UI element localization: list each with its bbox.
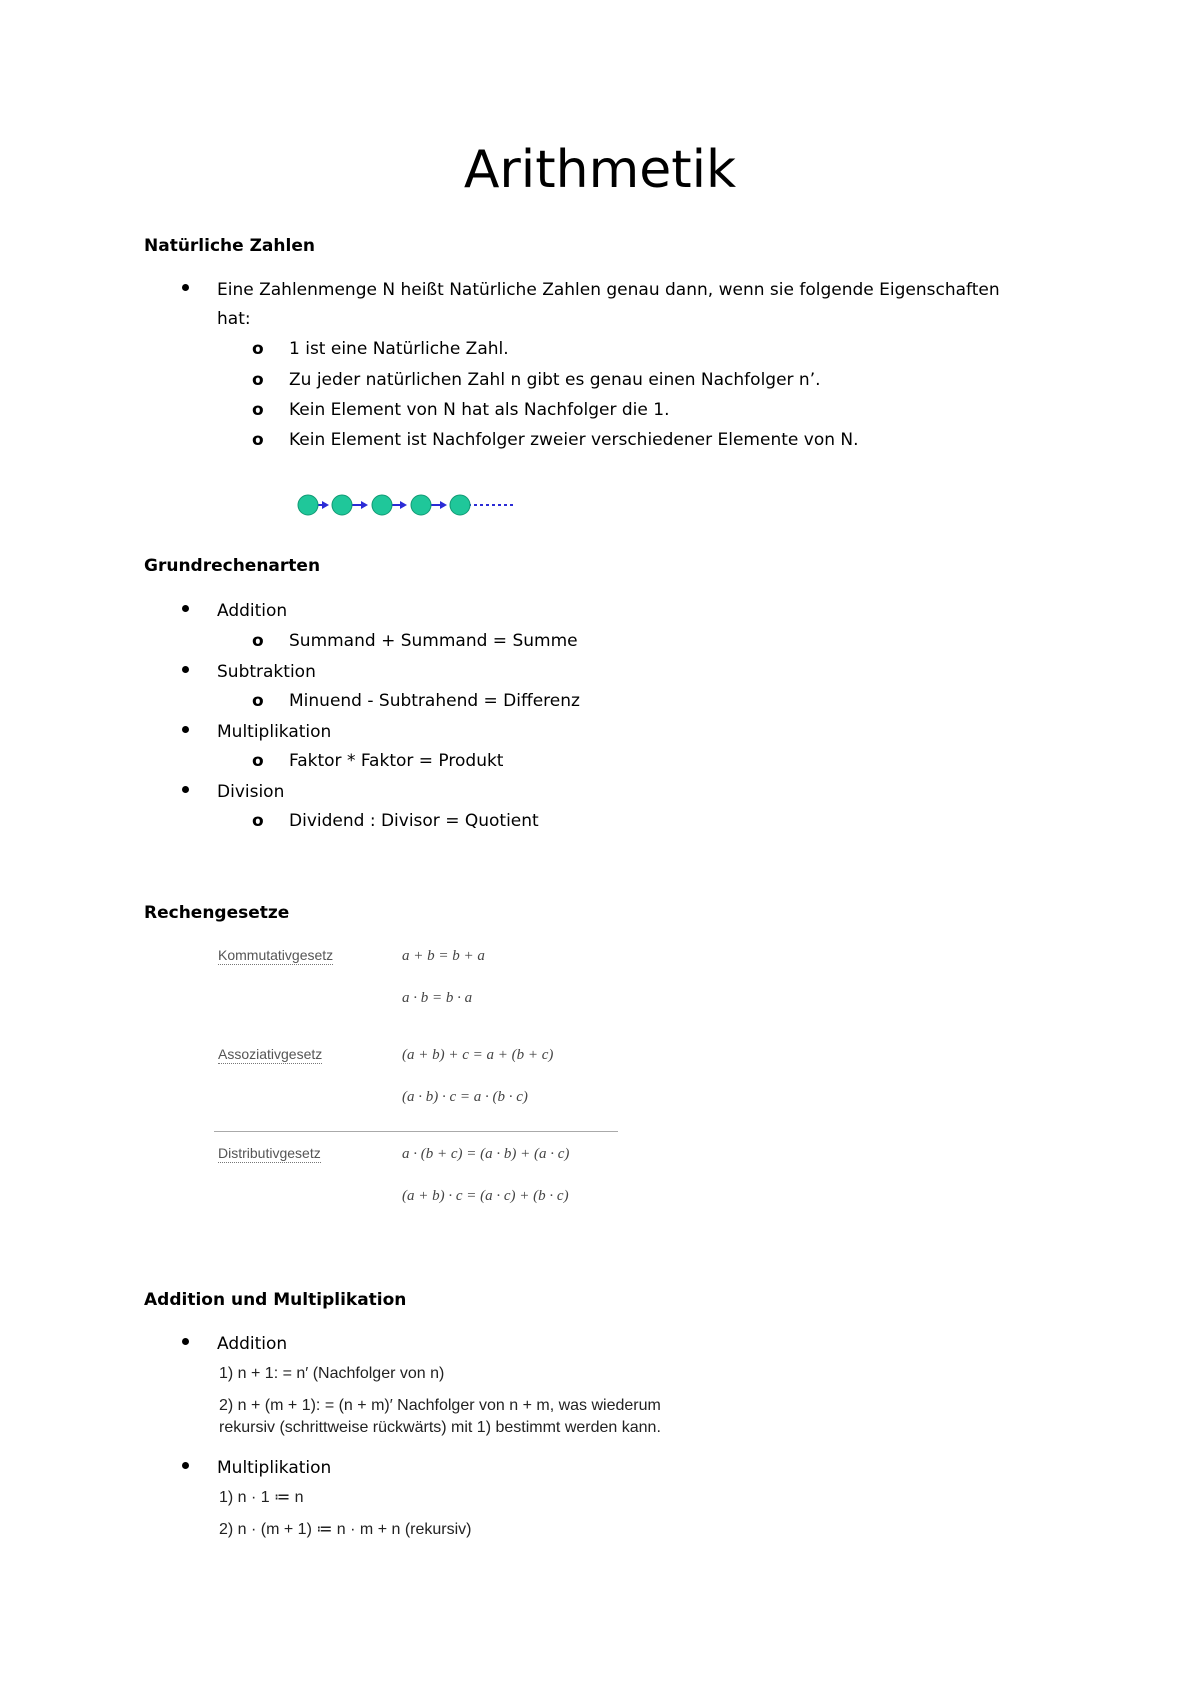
sub-bullet-marker: o (252, 400, 264, 420)
chain-node (372, 495, 392, 515)
addition-definition-line: rekursiv (schrittweise rückwärts) mit 1) bestimmt werden kann. (219, 1419, 661, 1436)
heading-arithmetic-laws: Rechengesetze (144, 903, 290, 923)
operation-label-subtraction: Subtraktion (217, 662, 316, 682)
operation-label-multiplication: Multiplikation (217, 722, 332, 742)
property-item: 1 ist eine Natürliche Zahl. (289, 339, 509, 359)
operation-formula: Summand + Summand = Summe (289, 631, 578, 651)
definition-text-line1: Eine Zahlenmenge N heißt Natürliche Zahlen genau dann, wenn sie folgende Eigenschaften (217, 280, 1000, 300)
law-name-associative: Assoziativgesetz (218, 1046, 323, 1062)
chain-arrowhead (400, 501, 407, 509)
bullet-icon (182, 786, 189, 793)
property-item: Kein Element von N hat als Nachfolger die 1. (289, 400, 670, 420)
definition-text-line2: hat: (217, 309, 251, 329)
section-label-addition: Addition (217, 1334, 288, 1354)
heading-addition-multiplication: Addition und Multiplikation (144, 1290, 407, 1310)
sub-bullet-marker: o (252, 430, 264, 450)
table-divider (214, 1131, 618, 1132)
sub-bullet-marker: o (252, 691, 264, 711)
sub-bullet-marker: o (252, 811, 264, 831)
sub-bullet-marker: o (252, 751, 264, 771)
property-item: Zu jeder natürlichen Zahl n gibt es genau einen Nachfolger n’. (289, 370, 821, 390)
chain-node (298, 495, 318, 515)
chain-node (450, 495, 470, 515)
law-formula: (a + b) · c = (a · c) + (b · c) (402, 1188, 569, 1204)
operation-label-division: Division (217, 782, 285, 802)
bullet-icon (182, 284, 189, 291)
chain-node (411, 495, 431, 515)
heading-basic-operations: Grundrechenarten (144, 556, 321, 576)
chain-node (332, 495, 352, 515)
multiplication-definition-line: 1) n · 1 ≔ n (219, 1489, 304, 1506)
operation-formula: Faktor * Faktor = Produkt (289, 751, 504, 771)
law-name-distributive: Distributivgesetz (218, 1145, 321, 1161)
page-title: Arithmetik (463, 140, 737, 200)
bullet-icon (182, 1462, 189, 1469)
law-formula: (a + b) + c = a + (b + c) (402, 1047, 554, 1063)
multiplication-definition-line: 2) n · (m + 1) ≔ n · m + n (rekursiv) (219, 1521, 472, 1538)
sub-bullet-marker: o (252, 631, 264, 651)
heading-natural-numbers: Natürliche Zahlen (144, 236, 315, 256)
law-formula: a · b = b · a (402, 990, 473, 1006)
bullet-icon (182, 726, 189, 733)
sub-bullet-marker: o (252, 370, 264, 390)
law-formula: a + b = b + a (402, 948, 485, 964)
law-formula: a · (b + c) = (a · b) + (a · c) (402, 1146, 570, 1162)
operation-label-addition: Addition (217, 601, 288, 621)
chain-arrowhead (361, 501, 368, 509)
bullet-icon (182, 1338, 189, 1345)
addition-definition-line: 1) n + 1: = n′ (Nachfolger von n) (219, 1365, 445, 1382)
sub-bullet-marker: o (252, 339, 264, 359)
operation-formula: Minuend - Subtrahend = Differenz (289, 691, 580, 711)
chain-arrowhead (440, 501, 447, 509)
successor-chain-diagram (294, 493, 520, 517)
law-formula: (a · b) · c = a · (b · c) (402, 1089, 528, 1105)
addition-definition-line: 2) n + (m + 1): = (n + m)′ Nachfolger von n + m, was wiederum (219, 1397, 661, 1414)
chain-arrowhead (322, 501, 329, 509)
operation-formula: Dividend : Divisor = Quotient (289, 811, 539, 831)
bullet-icon (182, 605, 189, 612)
law-name-commutative: Kommutativgesetz (218, 947, 334, 963)
section-label-multiplication: Multiplikation (217, 1458, 332, 1478)
property-item: Kein Element ist Nachfolger zweier verschiedener Elemente von N. (289, 430, 859, 450)
bullet-icon (182, 666, 189, 673)
